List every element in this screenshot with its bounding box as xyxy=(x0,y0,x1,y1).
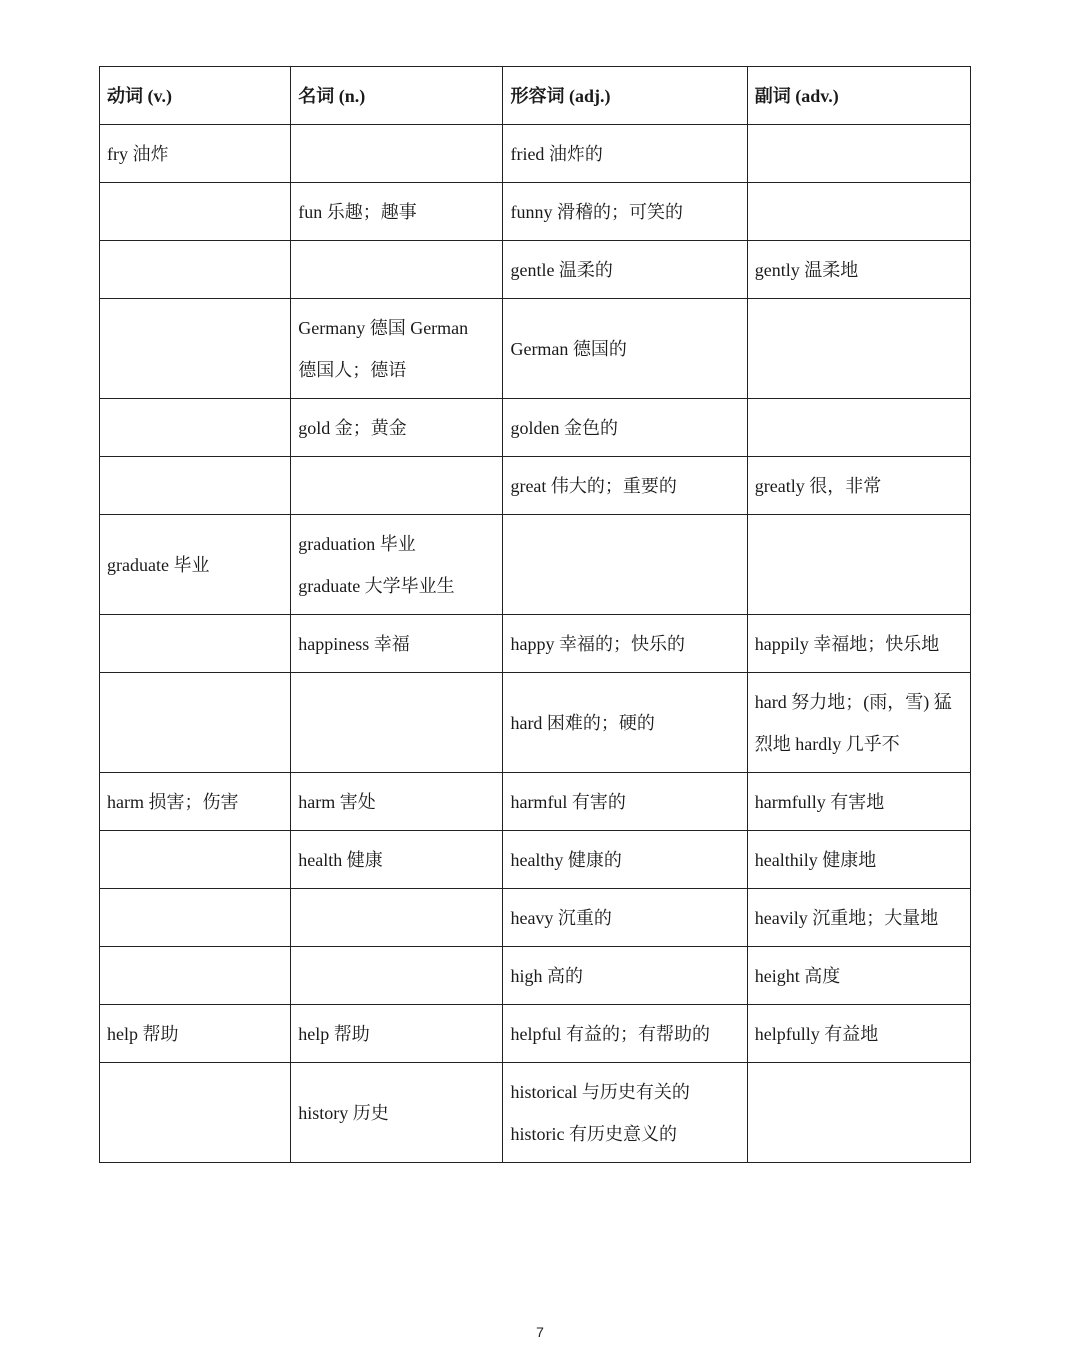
cell-verb xyxy=(100,831,291,889)
cell-verb xyxy=(100,1005,291,1063)
cell-text: 德国人；德语 xyxy=(298,359,407,380)
cell-text: harmfully 有害地 xyxy=(754,791,885,812)
cell-text: gold 金；黄金 xyxy=(298,417,407,438)
cell-text: healthy 健康的 xyxy=(510,849,622,870)
cell-verb xyxy=(100,299,291,399)
cell-adjective xyxy=(503,183,747,241)
cell-text: help 帮助 xyxy=(298,1023,370,1044)
cell-noun xyxy=(291,673,503,773)
cell-adverb xyxy=(747,399,970,457)
cell-noun xyxy=(291,515,503,615)
cell-adjective xyxy=(503,515,747,615)
table-row xyxy=(100,1005,971,1063)
cell-verb xyxy=(100,241,291,299)
header-adverb: 副词 (adv.) xyxy=(747,67,970,125)
cell-text: fry 油炸 xyxy=(107,143,169,164)
cell-adverb xyxy=(747,457,970,515)
cell-adjective xyxy=(503,615,747,673)
cell-adjective xyxy=(503,889,747,947)
cell-verb xyxy=(100,773,291,831)
cell-text: gently 温柔地 xyxy=(754,259,859,280)
cell-noun xyxy=(291,615,503,673)
cell-noun xyxy=(291,831,503,889)
cell-adjective xyxy=(503,399,747,457)
table-row xyxy=(100,889,971,947)
cell-text: greatly 很，非常 xyxy=(754,475,882,496)
cell-text: happiness 幸福 xyxy=(298,633,410,654)
cell-adjective xyxy=(503,1063,747,1163)
table-row xyxy=(100,1063,971,1163)
cell-adverb xyxy=(747,889,970,947)
cell-adjective xyxy=(503,125,747,183)
table-row xyxy=(100,125,971,183)
cell-adverb xyxy=(747,299,970,399)
cell-text: hard 困难的；硬的 xyxy=(510,712,655,733)
cell-text: help 帮助 xyxy=(107,1023,179,1044)
cell-adverb xyxy=(747,241,970,299)
cell-text: 烈地 hardly 几乎不 xyxy=(754,733,900,754)
table-row xyxy=(100,615,971,673)
cell-adverb xyxy=(747,831,970,889)
cell-adjective xyxy=(503,673,747,773)
cell-text: harm 损害；伤害 xyxy=(107,791,239,812)
cell-text: health 健康 xyxy=(298,849,383,870)
table-row xyxy=(100,299,971,399)
table-row xyxy=(100,831,971,889)
cell-adjective xyxy=(503,457,747,515)
cell-adverb xyxy=(747,515,970,615)
cell-verb xyxy=(100,515,291,615)
cell-noun xyxy=(291,947,503,1005)
cell-adjective xyxy=(503,299,747,399)
cell-verb xyxy=(100,889,291,947)
cell-text: happily 幸福地；快乐地 xyxy=(754,633,940,654)
cell-text: history 历史 xyxy=(298,1102,389,1123)
cell-verb xyxy=(100,947,291,1005)
cell-text: gentle 温柔的 xyxy=(510,259,613,280)
cell-noun xyxy=(291,1005,503,1063)
cell-adjective xyxy=(503,1005,747,1063)
cell-adverb xyxy=(747,947,970,1005)
table-row xyxy=(100,457,971,515)
cell-text: historical 与历史有关的 xyxy=(510,1081,690,1102)
cell-verb xyxy=(100,399,291,457)
cell-text: German 德国的 xyxy=(510,338,627,359)
cell-text: height 高度 xyxy=(754,965,841,986)
cell-adjective xyxy=(503,773,747,831)
cell-text: heavily 沉重地；大量地 xyxy=(754,907,939,928)
cell-text: funny 滑稽的；可笑的 xyxy=(510,201,683,222)
cell-adjective xyxy=(503,241,747,299)
cell-verb xyxy=(100,615,291,673)
cell-text: hard 努力地；(雨，雪) 猛 xyxy=(754,691,952,712)
cell-adverb xyxy=(747,1063,970,1163)
cell-verb xyxy=(100,457,291,515)
table-row xyxy=(100,773,971,831)
cell-adverb xyxy=(747,125,970,183)
cell-adverb xyxy=(747,183,970,241)
cell-adverb xyxy=(747,615,970,673)
page-number: 7 xyxy=(536,1324,544,1340)
cell-text: golden 金色的 xyxy=(510,417,618,438)
cell-text: historic 有历史意义的 xyxy=(510,1123,677,1144)
cell-text: fried 油炸的 xyxy=(510,143,603,164)
cell-text: happy 幸福的；快乐的 xyxy=(510,633,685,654)
cell-text: harmful 有害的 xyxy=(510,791,626,812)
cell-text: graduation 毕业 xyxy=(298,533,416,554)
cell-adverb xyxy=(747,1005,970,1063)
cell-text: helpful 有益的；有帮助的 xyxy=(510,1023,710,1044)
cell-adverb xyxy=(747,773,970,831)
cell-noun xyxy=(291,183,503,241)
cell-text: graduate 毕业 xyxy=(107,554,210,575)
table-row xyxy=(100,399,971,457)
cell-noun xyxy=(291,399,503,457)
cell-text: Germany 德国 German xyxy=(298,317,469,338)
cell-adverb xyxy=(747,673,970,773)
vocabulary-table xyxy=(99,66,971,1163)
header-adjective: 形容词 (adj.) xyxy=(503,67,747,125)
cell-noun xyxy=(291,889,503,947)
header-verb: 动词 (v.) xyxy=(100,67,291,125)
cell-text: graduate 大学毕业生 xyxy=(298,575,455,596)
cell-noun xyxy=(291,1063,503,1163)
table-row xyxy=(100,183,971,241)
cell-adjective xyxy=(503,947,747,1005)
table-header-row xyxy=(100,67,971,125)
cell-verb xyxy=(100,183,291,241)
cell-noun xyxy=(291,773,503,831)
cell-noun xyxy=(291,241,503,299)
cell-text: harm 害处 xyxy=(298,791,376,812)
table-row xyxy=(100,241,971,299)
cell-noun xyxy=(291,457,503,515)
cell-adjective xyxy=(503,831,747,889)
cell-verb xyxy=(100,673,291,773)
cell-verb xyxy=(100,1063,291,1163)
cell-text: high 高的 xyxy=(510,965,583,986)
cell-text: great 伟大的；重要的 xyxy=(510,475,677,496)
table-row xyxy=(100,673,971,773)
cell-text: fun 乐趣；趣事 xyxy=(298,201,417,222)
table-body xyxy=(100,125,971,1163)
cell-noun xyxy=(291,299,503,399)
cell-text: heavy 沉重的 xyxy=(510,907,612,928)
table-row xyxy=(100,515,971,615)
header-noun: 名词 (n.) xyxy=(291,67,503,125)
cell-text: helpfully 有益地 xyxy=(754,1023,879,1044)
table-row xyxy=(100,947,971,1005)
cell-verb xyxy=(100,125,291,183)
cell-noun xyxy=(291,125,503,183)
cell-text: healthily 健康地 xyxy=(754,849,877,870)
